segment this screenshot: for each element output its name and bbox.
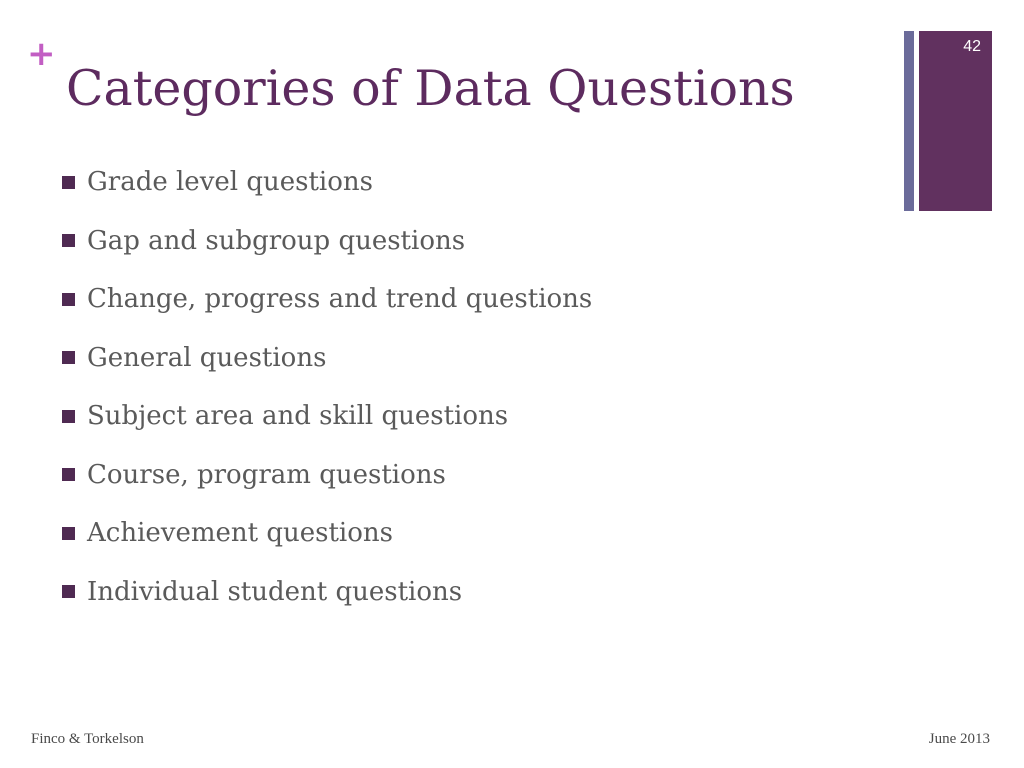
bullet-text: Change, progress and trend questions: [87, 284, 593, 315]
bullet-text: Gap and subgroup questions: [87, 225, 466, 256]
square-bullet-icon: [62, 468, 75, 481]
footer-date: June 2013: [928, 731, 990, 747]
accent-bar-wide: [919, 31, 992, 211]
bullet-list: [62, 153, 592, 621]
square-bullet-icon: [62, 527, 75, 540]
square-bullet-icon: [62, 351, 75, 364]
slide-number: 42: [963, 38, 981, 55]
bullet-item: [62, 563, 592, 622]
plus-icon: +: [27, 34, 56, 74]
bullet-item: [62, 504, 592, 563]
bullet-text: Individual student questions: [87, 576, 463, 607]
bullet-text: Grade level questions: [87, 167, 373, 198]
bullet-text: General questions: [87, 342, 327, 373]
bullet-text: Course, program questions: [87, 459, 446, 490]
bullet-item: [62, 329, 592, 388]
square-bullet-icon: [62, 585, 75, 598]
square-bullet-icon: [62, 234, 75, 247]
bullet-item: [62, 153, 592, 212]
bullet-text: Achievement questions: [87, 518, 393, 549]
bullet-item: [62, 446, 592, 505]
bullet-item: [62, 270, 592, 329]
footer-authors: Finco & Torkelson: [31, 731, 144, 747]
accent-bar-thin: [904, 31, 914, 211]
slide-title: Categories of Data Questions: [66, 60, 795, 117]
bullet-text: Subject area and skill questions: [87, 401, 509, 432]
bullet-item: [62, 212, 592, 271]
square-bullet-icon: [62, 410, 75, 423]
bullet-item: [62, 387, 592, 446]
square-bullet-icon: [62, 293, 75, 306]
square-bullet-icon: [62, 176, 75, 189]
